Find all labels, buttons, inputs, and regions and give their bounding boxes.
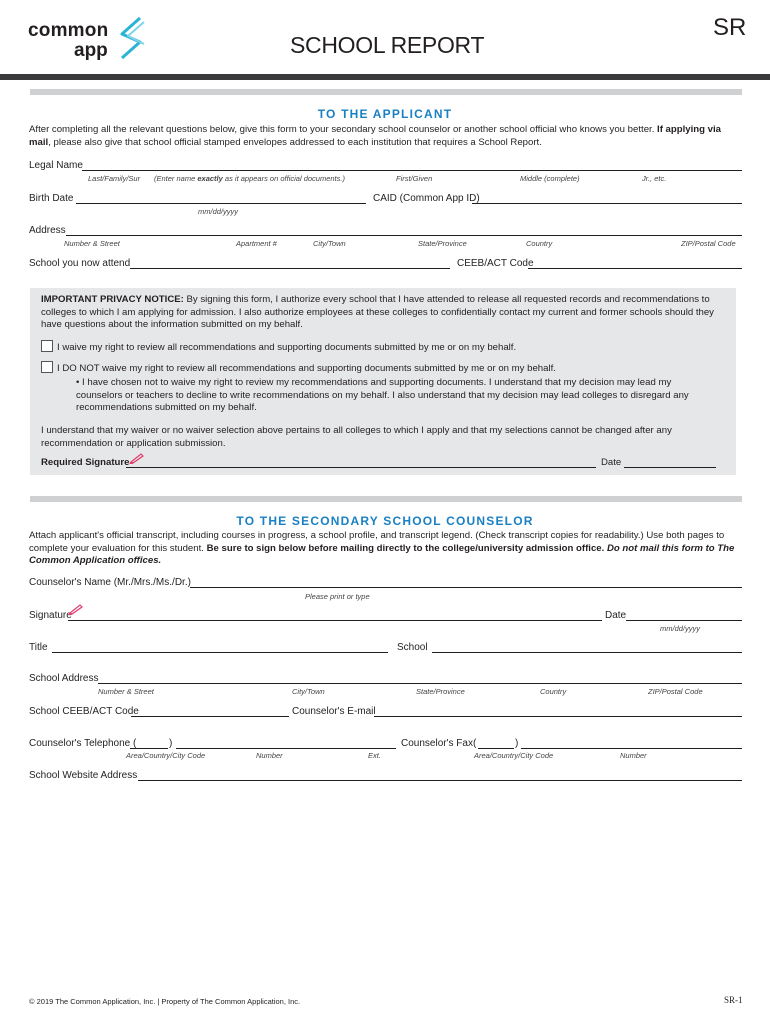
school-label: School — [397, 642, 428, 653]
counselor-intro: Attach applicant's official transcript, including courses in progress, a school profile, and transcript legend. (Check transcript copies for readability.) Use both pages to complete your evaluation for this student. Be sure to sign below before mailing directly to the college/university admission office. Do not mail this form to The Common Application offices. — [29, 530, 735, 566]
required-signature-label: Required Signature — [41, 457, 130, 468]
school-address-sub-street: Number & Street — [98, 687, 154, 696]
privacy-notice-text: IMPORTANT PRIVACY NOTICE: By signing this form, I authorize every school that I have attended to release all requested records and recommendations to colleges to which I am applying for admission. I also authorize employees at these colleges to confidentially contact my current and former schools should they have questions about the information submitted on my behalf. — [41, 294, 714, 330]
address-sub-apartment: Apartment # — [236, 239, 277, 248]
school-address-input[interactable] — [98, 683, 742, 684]
counselor-email-label: Counselor's E-mail — [292, 706, 376, 717]
fax-close-paren: ) — [515, 738, 519, 749]
address-sub-state: State/Province — [418, 239, 467, 248]
fax-number-input[interactable] — [521, 748, 742, 749]
counselor-name-input[interactable] — [190, 587, 742, 588]
counselor-date-label: Date — [605, 610, 627, 621]
school-address-label: School Address — [29, 673, 99, 684]
counselor-date-input[interactable] — [626, 620, 742, 621]
telephone-number-input[interactable] — [176, 748, 396, 749]
section-divider — [30, 89, 742, 95]
telephone-sub-area: Area/Country/City Code — [126, 751, 206, 760]
page-title: SCHOOL REPORT — [290, 32, 485, 58]
current-school-input[interactable] — [130, 268, 450, 269]
logo-text-app: app — [74, 40, 108, 61]
legal-name-sub-last: Last/Family/Sur — [88, 174, 141, 183]
telephone-close-paren: ) — [169, 738, 173, 749]
counselor-email-input[interactable] — [374, 716, 742, 717]
title-label: Title — [29, 642, 48, 653]
counselor-section-title: TO THE SECONDARY SCHOOL COUNSELOR — [236, 514, 534, 528]
current-school-label: School you now attend — [29, 258, 131, 269]
understand-text: I understand that my waiver or no waiver selection above pertains to all colleges to which I apply and that my selections cannot be changed after any recommendation or application submission. — [41, 425, 672, 449]
school-website-label: School Website Address — [29, 770, 138, 781]
legal-name-input[interactable] — [82, 170, 742, 171]
counselor-fax-label: Counselor's Fax — [401, 738, 473, 749]
birth-date-sub: mm/dd/yyyy — [198, 207, 239, 216]
address-sub-city: City/Town — [313, 239, 346, 248]
counselor-name-label: Counselor's Name (Mr./Mrs./Ms./Dr.) — [29, 577, 191, 588]
signature-date-input[interactable] — [624, 467, 716, 468]
title-input[interactable] — [52, 652, 388, 653]
counselor-telephone-label: Counselor's Telephone ( — [29, 738, 137, 749]
caid-label: CAID (Common App ID) — [373, 193, 480, 204]
telephone-area-input[interactable] — [130, 748, 168, 749]
required-signature-input[interactable] — [126, 467, 596, 468]
school-address-sub-country: Country — [540, 687, 567, 696]
caid-input[interactable] — [472, 203, 742, 204]
school-address-sub-state: State/Province — [416, 687, 465, 696]
applicant-intro: After completing all the relevant questions below, give this form to your secondary school counselor or another school official who knows you better. If applying via mail, please also give that school official stamped envelopes addressed to each institution that requires a School Report. — [29, 124, 722, 148]
fax-sub-number: Number — [620, 751, 647, 760]
logo-text-common: common — [28, 20, 109, 41]
counselor-date-sub: mm/dd/yyyy — [660, 624, 701, 633]
address-sub-country: Country — [526, 239, 553, 248]
signature-date-label: Date — [601, 457, 622, 468]
ceeb-label: CEEB/ACT Code — [457, 258, 534, 269]
fax-open-paren: ( — [473, 738, 477, 749]
footer-copyright: © 2019 The Common Application, Inc. | Property of The Common Application, Inc. — [29, 997, 301, 1006]
birth-date-input[interactable] — [76, 203, 366, 204]
telephone-sub-ext: Ext. — [368, 751, 381, 760]
legal-name-sub-jr: Jr., etc. — [642, 174, 667, 183]
counselor-name-sub: Please print or type — [305, 592, 370, 601]
legal-name-sub-first: First/Given — [396, 174, 433, 183]
school-address-sub-city: City/Town — [292, 687, 325, 696]
privacy-notice-box — [30, 288, 736, 475]
pencil-icon — [129, 452, 145, 464]
not-waive-bullet: • I have chosen not to waive my right to review my recommendations and supporting documents. I understand that my decision may lead my counselors or teachers to decline to write recommendations on my behalf. I also understand that my decision may lead colleges to disregard any recommendations submitted on my behalf. — [76, 377, 689, 413]
section-divider — [30, 496, 742, 502]
applicant-section-title: TO THE APPLICANT — [317, 107, 453, 121]
legal-name-label: Legal Name — [29, 160, 83, 171]
logo — [28, 16, 158, 60]
fax-sub-area: Area/Country/City Code — [474, 751, 554, 760]
legal-name-sub-enter: (Enter name exactly as it appears on official documents.) — [154, 174, 345, 183]
counselor-signature-input[interactable] — [68, 620, 602, 621]
school-ceeb-label: School CEEB/ACT Code — [29, 706, 139, 717]
waive-checkbox[interactable] — [41, 340, 53, 352]
address-input[interactable] — [66, 235, 742, 236]
header-rule — [0, 74, 770, 80]
logo-mark-icon — [114, 16, 148, 60]
fax-area-input[interactable] — [478, 748, 514, 749]
legal-name-sub-middle: Middle (complete) — [520, 174, 580, 183]
school-ceeb-input[interactable] — [131, 716, 289, 717]
form-code: SR — [713, 14, 747, 41]
ceeb-input[interactable] — [528, 268, 742, 269]
school-input[interactable] — [432, 652, 742, 653]
not-waive-text: I DO NOT waive my right to review all recommendations and supporting documents submitted by me or on my behalf. — [57, 363, 556, 374]
address-label: Address — [29, 225, 66, 236]
waive-text: I waive my right to review all recommendations and supporting documents submitted by me or on my behalf. — [57, 342, 517, 353]
address-sub-street: Number & Street — [64, 239, 120, 248]
pencil-icon — [68, 603, 84, 615]
footer-page-code: SR-1 — [724, 995, 743, 1005]
counselor-signature-label: Signature — [29, 610, 72, 621]
address-sub-zip: ZIP/Postal Code — [681, 239, 736, 248]
school-website-input[interactable] — [138, 780, 742, 781]
telephone-sub-number: Number — [256, 751, 283, 760]
school-address-sub-zip: ZIP/Postal Code — [648, 687, 703, 696]
birth-date-label: Birth Date — [29, 193, 74, 204]
not-waive-checkbox[interactable] — [41, 361, 53, 373]
